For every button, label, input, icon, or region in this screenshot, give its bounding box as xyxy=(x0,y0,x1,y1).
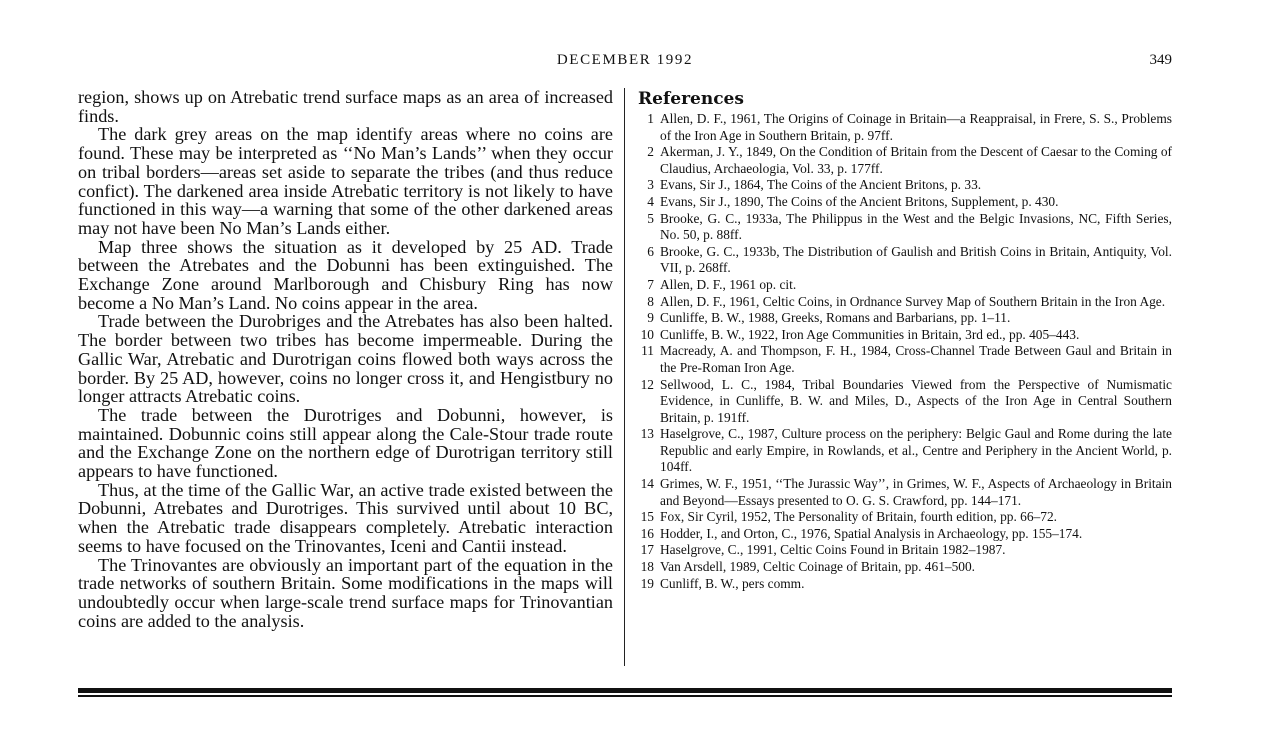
column-divider xyxy=(624,88,625,666)
reference-number: 7 xyxy=(647,276,654,292)
reference-item xyxy=(638,343,1172,376)
reference-number: 4 xyxy=(647,193,654,209)
body-text-column xyxy=(78,88,613,630)
reference-text: Brooke, G. C., 1933a, The Philippus in the West and the Belgic Invasions, NC, Fifth Series, No. 50, p. 88ff. xyxy=(660,210,1172,243)
reference-number: 17 xyxy=(640,542,654,558)
reference-text: Akerman, J. Y., 1849, On the Condition of Britain from the Descent of Caesar to the Coming of Claudius, Archaeologia, Vol. 33, p. 177ff. xyxy=(660,144,1172,176)
body-paragraph: The trade between the Durotriges and Dobunni, however, is maintained. Dobunnic coins still appear along the Cale-Stour trade route and the Exchange Zone on the northern edge of Durotrigan territory still appears to have functioned. xyxy=(78,404,613,482)
reference-number: 15 xyxy=(640,509,654,525)
reference-text: Fox, Sir Cyril, 1952, The Personality of Britain, fourth edition, pp. 66–72. xyxy=(660,509,1057,525)
reference-number: 3 xyxy=(647,177,654,193)
reference-text: Haselgrove, C., 1987, Culture process on the periphery: Belgic Gaul and Rome during the late Republic and early Empire, in Rowlands, et al., Centre and Periphery in the Ancient World, p. 104ff. xyxy=(660,426,1172,475)
reference-number: 14 xyxy=(640,476,654,492)
reference-item xyxy=(638,327,1172,344)
reference-item xyxy=(638,377,1172,427)
reference-text: Allen, D. F., 1961, The Origins of Coinage in Britain—a Reappraisal, in Frere, S. S., Problems of the Iron Age in Southern Britain, p. 97ff. xyxy=(660,111,1172,143)
body-paragraph: Thus, at the time of the Gallic War, an active trade existed between the Dobunni, Atrebates and Durotriges. This survived until about 10 BC, when the Atrebatic trade disappears completely. Atrebatic interaction seems to have focused on the Trinovantes, Iceni and Cantii instead. xyxy=(78,479,613,556)
reference-item xyxy=(638,294,1172,311)
reference-number: 8 xyxy=(647,293,654,309)
reference-number: 11 xyxy=(641,343,654,359)
reference-number: 19 xyxy=(640,575,654,591)
reference-text: Allen, D. F., 1961, Celtic Coins, in Ordnance Survey Map of Southern Britain in the Iron Age. xyxy=(660,293,1166,309)
reference-item xyxy=(638,476,1172,509)
body-paragraph: Trade between the Durobriges and the Atrebates has also been halted. The border between two tribes has become impermeable. During the Gallic War, Atrebatic and Durotrigan coins flowed both ways across the border. By 25 AD, however, coins no longer cross it, and Hengistbury no longer attracts Atrebatic coins. xyxy=(78,311,613,407)
reference-text: Sellwood, L. C., 1984, Tribal Boundaries Viewed from the Perspective of Numismatic Evidence, in Cunliffe, B. W. and Miles, D., Aspects of the Iron Age in Central Southern Britain, p. 191ff. xyxy=(660,376,1172,425)
reference-number: 16 xyxy=(640,525,654,541)
references-heading: References xyxy=(638,89,744,109)
reference-number: 9 xyxy=(647,310,654,326)
reference-number: 13 xyxy=(640,426,654,442)
body-paragraph: The Trinovantes are obviously an important part of the equation in the trade networks of southern Britain. Some modifications in the maps will undoubtedly occur when large-scale trend surface maps for Trinovantian coins are added to the analysis. xyxy=(78,554,613,631)
reference-item xyxy=(638,509,1172,526)
body-paragraph: The dark grey areas on the map identify areas where no coins are found. These may be interpreted as ‘‘No Man’s Lands’’ when they occur on tribal borders—areas set aside to separate the tribes (and thus reduce confict). The darkened area inside Atrebatic territory is not likely to have functioned in this way—a warning that some of the other darkened areas may not have been No Man’s Lands either. xyxy=(78,124,613,238)
references-list xyxy=(638,111,1172,592)
reference-item xyxy=(638,144,1172,177)
reference-item xyxy=(638,526,1172,543)
reference-item xyxy=(638,244,1172,277)
reference-number: 2 xyxy=(647,144,654,160)
reference-number: 6 xyxy=(647,243,654,259)
body-paragraph: Map three shows the situation as it developed by 25 AD. Trade between the Atrebates and the Dobunni has been extinguished. The Exchange Zone around Marlborough and Chisbury Ring has now become a No Man’s Land. No coins appear in the area. xyxy=(78,236,613,313)
page-number: 349 xyxy=(1149,52,1172,68)
reference-number: 1 xyxy=(647,111,654,126)
footer-rule-thick xyxy=(78,688,1172,693)
reference-number: 5 xyxy=(647,210,654,226)
reference-number: 18 xyxy=(640,559,654,575)
reference-number: 12 xyxy=(640,376,654,392)
reference-item xyxy=(638,542,1172,559)
body-paragraph: region, shows up on Atrebatic trend surface maps as an area of increased finds. xyxy=(78,87,613,126)
reference-text: Cunliff, B. W., pers comm. xyxy=(660,575,805,591)
reference-text: Brooke, G. C., 1933b, The Distribution of Gaulish and British Coins in Britain, Antiquity, Vol. VII, p. 268ff. xyxy=(660,243,1172,276)
reference-item xyxy=(638,559,1172,576)
reference-text: Macready, A. and Thompson, F. H., 1984, Cross-Channel Trade Between Gaul and Britain in the Pre-Roman Iron Age. xyxy=(660,343,1172,375)
reference-text: Hodder, I., and Orton, C., 1976, Spatial Analysis in Archaeology, pp. 155–174. xyxy=(660,525,1083,541)
running-title: DECEMBER 1992 xyxy=(556,52,694,68)
reference-item xyxy=(638,277,1172,294)
reference-item xyxy=(638,426,1172,476)
reference-text: Cunliffe, B. W., 1922, Iron Age Communities in Britain, 3rd ed., pp. 405–443. xyxy=(660,326,1080,342)
reference-item xyxy=(638,177,1172,194)
footer-rule-thin xyxy=(78,695,1172,697)
reference-item xyxy=(638,194,1172,211)
reference-text: Allen, D. F., 1961 op. cit. xyxy=(660,276,797,292)
reference-text: Evans, Sir J., 1890, The Coins of the Ancient Britons, Supplement, p. 430. xyxy=(660,193,1059,209)
reference-item xyxy=(638,576,1172,593)
reference-text: Van Arsdell, 1989, Celtic Coinage of Britain, pp. 461–500. xyxy=(660,559,976,575)
reference-item xyxy=(638,310,1172,327)
reference-text: Grimes, W. F., 1951, ‘‘The Jurassic Way’’, in Grimes, W. F., Aspects of Archaeology in Britain and Beyond—Essays presented to O. G. S. Crawford, pp. 144–171. xyxy=(660,476,1172,508)
reference-text: Evans, Sir J., 1864, The Coins of the Ancient Britons, p. 33. xyxy=(660,177,982,193)
reference-text: Cunliffe, B. W., 1988, Greeks, Romans and Barbarians, pp. 1–11. xyxy=(660,310,1011,326)
reference-item xyxy=(638,111,1172,144)
reference-text: Haselgrove, C., 1991, Celtic Coins Found in Britain 1982–1987. xyxy=(660,542,1006,558)
references-section xyxy=(638,89,1172,592)
reference-number: 10 xyxy=(640,326,654,342)
page-header xyxy=(78,52,1172,74)
reference-item xyxy=(638,211,1172,244)
